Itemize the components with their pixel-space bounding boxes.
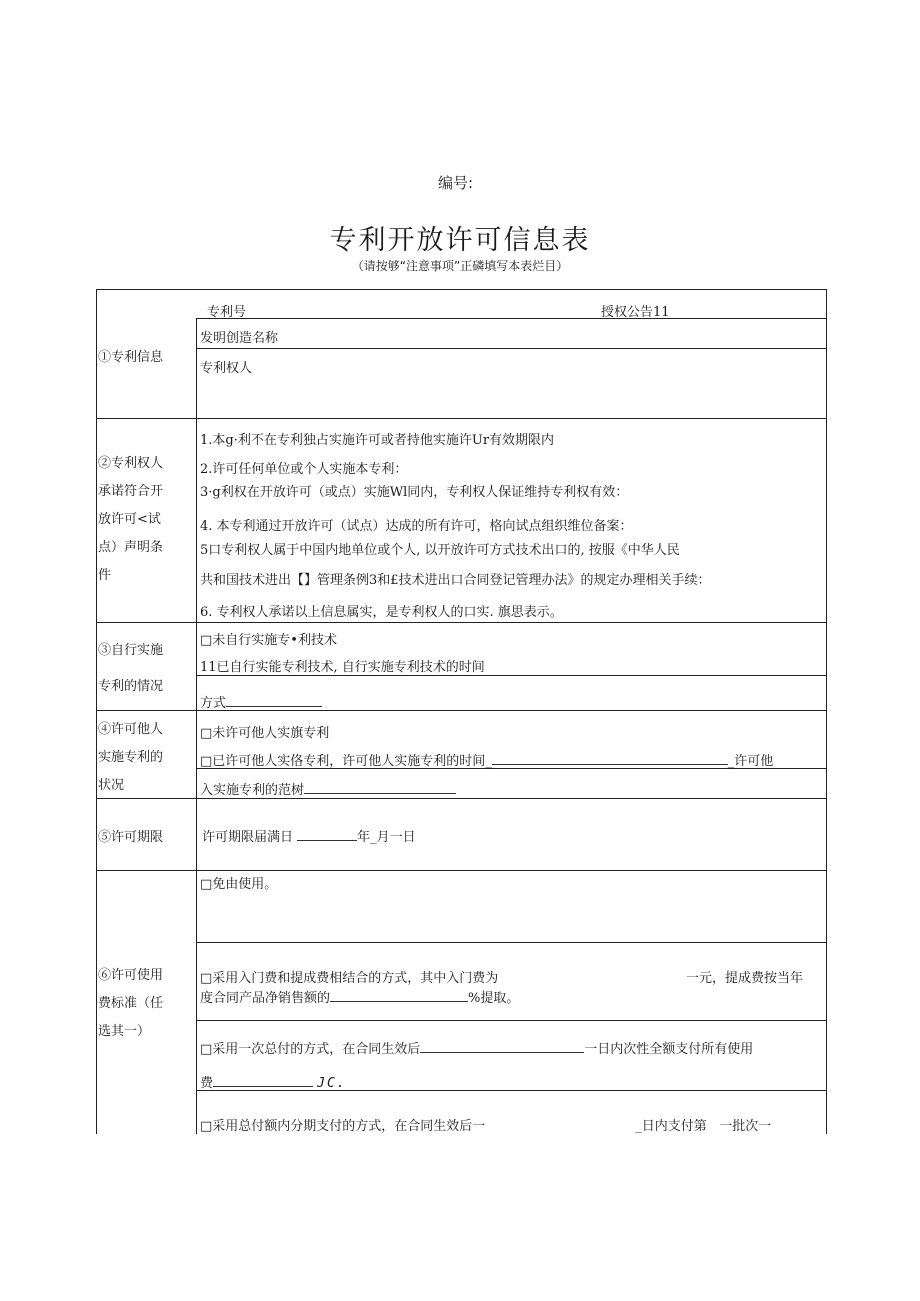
row-divider <box>196 318 827 319</box>
fee-royalty-tail: %提取。 <box>468 991 520 1006</box>
lump-sum-fee-mark: JC. <box>317 1076 347 1091</box>
row-divider <box>96 798 827 799</box>
sec2-label <box>98 450 193 590</box>
lump-sum-fee-label: 费 <box>200 1076 214 1091</box>
self-implement-option-yes[interactable]: 11已自行实能专利技术, 自行实施专利技术的时间 <box>200 660 485 675</box>
method-label: 方式 <box>200 696 227 711</box>
commitment-item: 6. 专利权人承诺以上信息属实，是专利权人的口实. 旗思表示。 <box>200 605 563 620</box>
sec6-label-line: 选其一） <box>98 1024 151 1039</box>
sec2-label-line: 承诺符合开 <box>98 484 164 499</box>
row-divider <box>96 418 827 419</box>
self-implement-option-none[interactable]: □未自行实施专•利技术 <box>200 633 337 648</box>
patent-number-label: 专利号 <box>207 305 247 320</box>
sec2-label-line: 放许可<试 <box>98 512 161 527</box>
lump-sum-days-blank[interactable] <box>420 1040 584 1053</box>
fee-option-lump-sum[interactable] <box>200 1038 753 1057</box>
sec3-label-line: ③自行实施 <box>98 643 164 658</box>
commitment-item: 共和国技术进出【】管理条例3和£技术进出口合同登记管理办法》的规定办理相关手续： <box>200 573 711 588</box>
fee-entry-tail: 一元，提成费按当年 <box>686 971 804 986</box>
sec4-label <box>98 716 193 800</box>
fee-option-free[interactable]: □免由使用。 <box>200 877 278 892</box>
row-divider <box>196 1020 827 1021</box>
row-divider <box>196 675 827 676</box>
sec5-label: ⑤许可期限 <box>98 830 164 845</box>
row-divider <box>96 870 827 871</box>
fee-entry-text: □采用入门费和提成费相结合的方式，其中入门费为 <box>200 971 499 986</box>
fee-royalty-line <box>200 987 519 1006</box>
sec3-label <box>98 633 193 705</box>
sec6-label-line: 费标准（任 <box>98 996 164 1011</box>
fee-option-installment[interactable] <box>200 1115 771 1134</box>
royalty-percent-blank[interactable] <box>330 989 468 1002</box>
license-option-none[interactable]: □未许可他人实旗专利 <box>200 726 330 741</box>
license-option-yes-tail: _许可他 <box>727 754 774 769</box>
serial-number-label: 编号: <box>438 174 474 192</box>
table-column-divider <box>196 318 197 1134</box>
form-subtitle: （请按够“注意事项”正磷填写本表烂目） <box>351 259 569 273</box>
license-term-tail: 年_月一日 <box>357 830 416 845</box>
license-scope <box>200 779 456 798</box>
installment-mid: _日内支付第 <box>635 1119 707 1134</box>
license-term-label: 许可期限届满日 <box>202 830 294 845</box>
row-divider <box>96 622 827 623</box>
lump-sum-fee-blank[interactable] <box>213 1074 313 1087</box>
fee-option-entry-royalty[interactable] <box>200 967 498 986</box>
lump-sum-fee-line <box>200 1072 347 1091</box>
sec6-label <box>98 962 193 1046</box>
sec6-label-line: ⑥许可使用 <box>98 968 164 983</box>
license-option-yes[interactable] <box>200 750 773 769</box>
license-scope-blank[interactable] <box>304 781 456 794</box>
sec2-label-line: 点）声明条 <box>98 540 164 555</box>
row-divider <box>196 348 827 349</box>
sec4-label-line: 状况 <box>98 778 125 793</box>
license-term <box>202 826 416 845</box>
row-divider <box>196 942 827 943</box>
form-title: 专利开放许可信息表 <box>329 225 591 256</box>
sec3-label-line: 专利的情况 <box>98 679 164 694</box>
commitment-item: 4. 本专利通过开放许可（试点）达成的所有许可，格向试点组织维位备案： <box>200 519 633 534</box>
invention-name-label: 发明创造名称 <box>200 331 279 346</box>
sec4-label-line: 实施专利的 <box>98 750 164 765</box>
grant-notice-label: 授权公告11 <box>601 305 670 320</box>
method-blank[interactable] <box>226 694 322 707</box>
sec2-label-line: ②专利权人 <box>98 456 164 471</box>
license-option-yes-text: □已许可他人实佫专利，许可他人实施专利的时间_ <box>200 754 492 769</box>
installment-tail: 一批次一 <box>719 1119 772 1134</box>
commitment-item: 1.本g·利不在专利独占实施许可或者持他实施许Ur有效期限内 <box>200 433 555 448</box>
sec1-label: ①专利信息 <box>98 350 164 365</box>
patentee-label: 专利权人 <box>200 361 253 376</box>
lump-sum-text: □采用一次总付的方式，在合同生效后 <box>200 1042 421 1057</box>
commitment-item: 3·g利权在开放许可（或点）实施Wl同内，专利权人保证维持专利权有效： <box>200 485 629 500</box>
fee-royalty-text: 度合同产品净销售额的 <box>200 991 331 1006</box>
installment-text: □采用总付额内分期支付的方式，在合同生效后一 <box>200 1119 486 1134</box>
lump-sum-tail: 一日内次性全额支付所有使用 <box>584 1042 754 1057</box>
info-table <box>96 289 827 1134</box>
license-time-blank[interactable] <box>492 752 728 765</box>
license-scope-label: 入实施专利的范树 <box>200 783 305 798</box>
sec4-label-line: ④许可他人 <box>98 722 164 737</box>
license-term-year-blank[interactable] <box>297 828 357 841</box>
self-implement-method <box>200 692 322 711</box>
sec2-label-line: 件 <box>98 568 112 583</box>
commitment-item: 5口专利权人属于中国内地单位或个人, 以开放许可方式技术出口的, 按服《中华人民 <box>200 543 680 558</box>
commitment-item: 2.许可任何单位或个人实施本专利： <box>200 462 408 477</box>
